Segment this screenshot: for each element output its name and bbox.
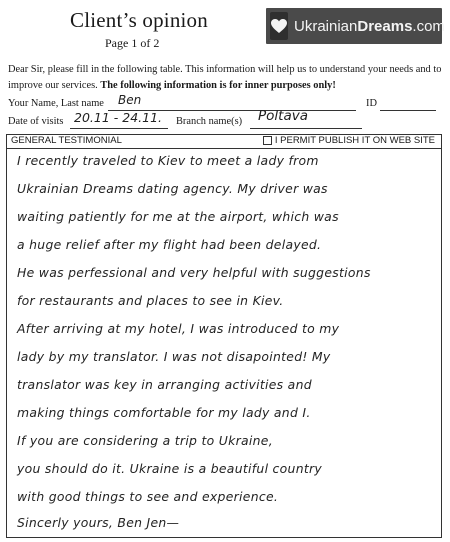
testimonial-line: for restaurants and places to see in Kiev. (17, 293, 284, 308)
testimonial-line: After arriving at my hotel, I was introduced to my (17, 321, 340, 336)
name-label: Your Name, Last name (8, 98, 104, 109)
brand-logo (266, 8, 445, 44)
branch-field[interactable] (250, 128, 362, 129)
date-field[interactable] (70, 128, 168, 129)
brand-name (294, 18, 445, 35)
date-label: Date of visits (8, 116, 64, 127)
testimonial-line: Ukrainian Dreams dating agency. My driver was (17, 181, 328, 196)
testimonial-line: He was perfessional and very helpful with suggestions (17, 265, 371, 280)
publish-checkbox[interactable] (263, 136, 272, 145)
brand-name-suffix: .com (412, 17, 445, 35)
name-value: Ben (118, 93, 142, 107)
brand-name-bold: Dreams (357, 17, 413, 35)
intro-paragraph (8, 62, 444, 94)
publish-permission[interactable] (263, 135, 435, 146)
date-value: 20.11 - 24.11. (74, 110, 163, 125)
id-label: ID (366, 98, 377, 109)
intro-bold-notice: The following information is for inner purposes only! (100, 80, 336, 91)
testimonial-line: waiting patiently for me at the airport, which was (17, 209, 339, 224)
heart-icon (270, 12, 288, 40)
testimonial-line: a huge relief after my flight had been delayed. (17, 237, 322, 252)
testimonial-line: lady by my translator. I was not disapointed! My (17, 349, 331, 364)
testimonial-line: with good things to see and experience. (17, 489, 279, 504)
intro-text: Dear Sir, please fill in the following table. This information will help us to understand your needs and to improve our services. (8, 64, 442, 91)
form-title: Client’s opinion (70, 8, 208, 32)
testimonial-heading: GENERAL TESTIMONIAL (11, 135, 122, 146)
testimonial-header (7, 135, 441, 149)
testimonial-line: translator was key in arranging activities and (17, 377, 312, 392)
testimonial-line: making things comfortable for my lady and I. (17, 405, 311, 420)
testimonial-box[interactable] (6, 134, 442, 538)
branch-label: Branch name(s) (176, 116, 243, 127)
brand-name-regular: Ukrainian (294, 17, 358, 35)
testimonial-line: I recently traveled to Kiev to meet a lady from (17, 153, 319, 168)
testimonial-line: If you are considering a trip to Ukraine, (17, 433, 273, 448)
page-indicator: Page 1 of 2 (105, 36, 160, 50)
testimonial-signoff: Sincerly yours, Ben Jen— (17, 515, 180, 530)
branch-value: Poltava (258, 108, 308, 124)
testimonial-line: you should do it. Ukraine is a beautiful country (17, 461, 323, 476)
id-field[interactable] (380, 110, 436, 111)
publish-permission-label: I PERMIT PUBLISH IT ON WEB SITE (274, 135, 435, 146)
